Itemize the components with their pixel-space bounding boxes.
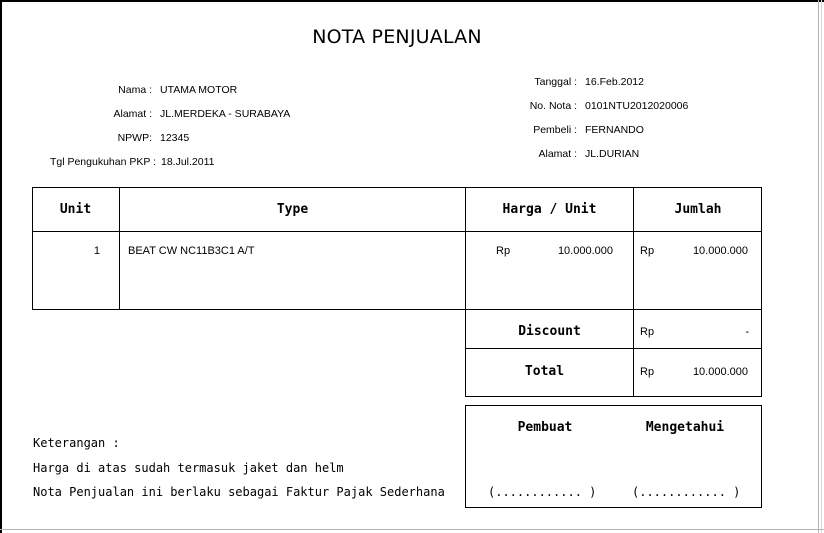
pembuat-signature-blank: (............ ) [488,485,597,499]
buyer-alamat-label: Alamat : [538,148,577,160]
row-harga-value: 10.000.000 [557,245,613,257]
row-jumlah-currency: Rp [640,245,655,257]
row-jumlah-value: 10.000.000 [692,245,748,257]
total-label: Total [524,364,565,379]
buyer-pembeli-value: FERNANDO [585,124,644,136]
total-currency: Rp [640,366,655,378]
buyer-alamat-value: JL.DURIAN [585,148,640,160]
frame-right-border [818,0,819,533]
summary-box [465,309,762,397]
mengetahui-signature-blank: (............ ) [632,485,741,499]
seller-alamat-value: JL.MERDEKA - SURABAYA [160,108,291,120]
summary-col-divider [633,309,634,397]
seller-nama-value: UTAMA MOTOR [160,84,238,96]
frame-top-border [0,0,824,2]
frame-bottom-border [0,529,824,530]
buyer-tanggal-value: 16.Feb.2012 [585,76,644,88]
seller-tgl-pkp-value: 18.Jul.2011 [161,156,215,168]
buyer-no-nota-value: 0101NTU2012020006 [585,100,689,112]
pembuat-label: Pembuat [517,420,573,435]
total-value: 10.000.000 [692,366,748,378]
notes-heading: Keterangan : [33,436,120,450]
mengetahui-label: Mengetahui [645,420,725,435]
discount-label: Discount [518,324,581,339]
seller-alamat-label: Alamat : [113,108,152,120]
document-title: NOTA PENJUALAN [312,26,482,48]
items-table-header-divider [32,231,762,232]
discount-currency: Rp [640,326,655,338]
seller-nama-label: Nama : [118,84,152,96]
row-unit: 1 [93,245,100,257]
buyer-pembeli-label: Pembeli : [533,124,577,136]
summary-divider [465,348,762,349]
buyer-tanggal-label: Tanggal : [534,76,577,88]
notes-line-1: Harga di atas sudah termasuk jaket dan helm [33,461,344,475]
header-type: Type [276,202,309,217]
frame-right-shadow [821,0,822,533]
header-harga-unit: Harga / Unit [502,202,597,217]
header-jumlah: Jumlah [674,202,722,217]
buyer-no-nota-label: No. Nota : [529,100,577,112]
row-harga-currency: Rp [496,245,511,257]
seller-tgl-pkp-label: Tgl Pengukuhan PKP : [49,156,156,168]
notes-line-2: Nota Penjualan ini berlaku sebagai Faktur Pajak Sederhana [33,485,445,499]
frame-left-border [0,0,2,533]
row-type: BEAT CW NC11B3C1 A/T [128,245,255,257]
header-unit: Unit [59,202,92,217]
seller-npwp-label: NPWP: [117,132,152,144]
seller-npwp-value: 12345 [160,132,190,144]
discount-value: - [745,326,749,338]
